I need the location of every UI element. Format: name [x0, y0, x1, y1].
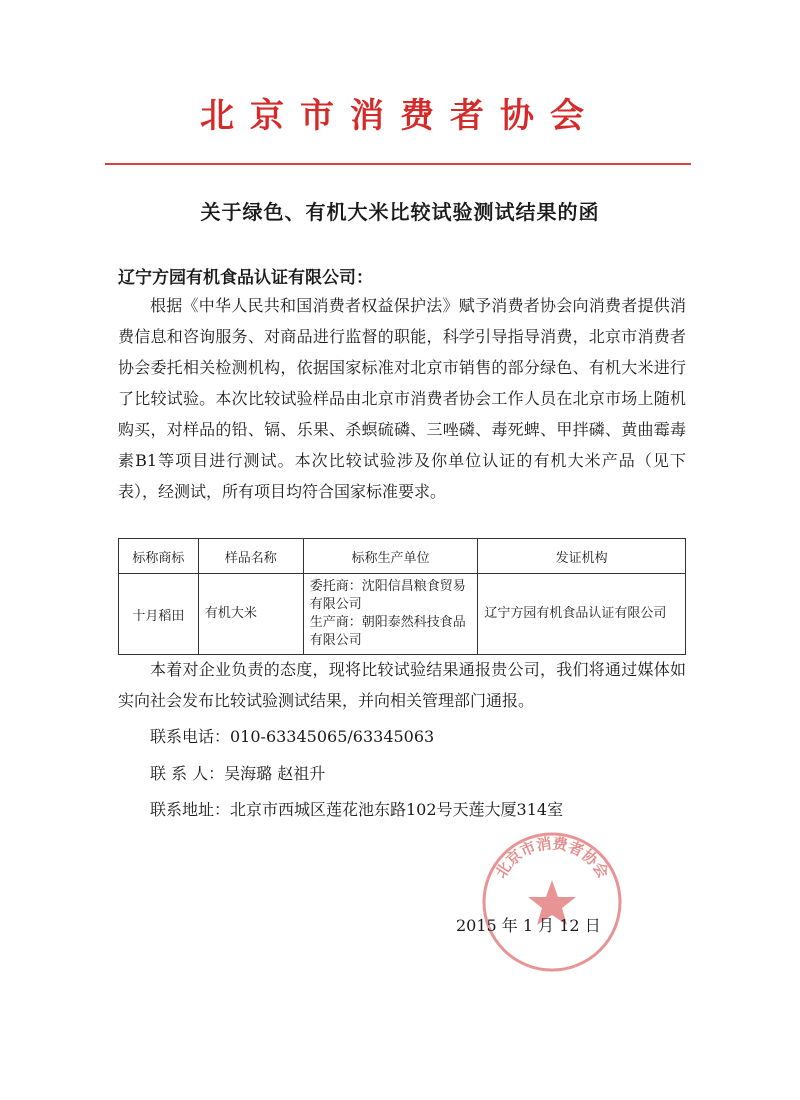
document-date: 2015 年 1 月 12 日: [456, 916, 601, 935]
producer-line-2: 生产商：朝阳泰然科技食品有限公司: [309, 615, 466, 648]
closing-text: [118, 654, 686, 716]
svg-text:北京市消费者协会: [492, 834, 613, 881]
paragraph-1: 根据《中华人民共和国消费者权益保护法》赋予消费者协会向消费者提供消费信息和咨询服务、对商品进行监督的职能，科学引导指导消费，北京市消费者协会委托相关检测机构，依据国家标准对北京市销售的部分绿色、有机大米进行了比较试验。本次比较试验样品由北京市消费者协会工作人员在北京市场上随机购买，对样品的铅、镉、乐果、杀螟硫磷、三唑磷、毒死蜱、甲拌磷、黄曲霉毒素B1等项目进行测试。本次比较试验涉及你单位认证的有机大米产品（见下表），经测试，所有项目均符合国家标准要求。: [118, 296, 686, 501]
letterhead-organization: 北京市消费者协会: [200, 96, 600, 136]
cell-producer: [303, 574, 478, 655]
contact-phone: 联系电话：010-63345065/63345063: [150, 727, 435, 746]
producer-line-1: 委托商：沈阳信昌粮食贸易有限公司: [309, 579, 466, 612]
letterhead-divider: [105, 163, 691, 165]
body-text: [118, 290, 686, 507]
document-title: 关于绿色、有机大米比较试验测试结果的函: [200, 200, 600, 224]
salutation: 辽宁方园有机食品认证有限公司：: [118, 268, 373, 288]
official-seal: [478, 828, 626, 976]
cell-certifier: 辽宁方园有机食品认证有限公司: [478, 574, 686, 655]
contact-address: 联系地址：北京市西城区莲花池东路102号天莲大厦314室: [150, 800, 564, 819]
results-table: [118, 538, 686, 655]
contact-person: 联 系 人：吴海璐 赵祖升: [150, 764, 326, 783]
header-sample: 样品名称: [198, 539, 303, 574]
cell-brand: 十月稻田: [119, 574, 199, 655]
seal-text: 北京市消费者协会: [491, 834, 613, 882]
table-row: [119, 574, 686, 655]
cell-sample: 有机大米: [198, 574, 303, 655]
table-header-row: [119, 539, 686, 574]
header-producer: 标称生产单位: [303, 539, 478, 574]
paragraph-2: 本着对企业负责的态度，现将比较试验结果通报贵公司，我们将通过媒体如实向社会发布比较试验测试结果，并向相关管理部门通报。: [118, 660, 686, 710]
header-certifier: 发证机构: [478, 539, 686, 574]
header-brand: 标称商标: [119, 539, 199, 574]
